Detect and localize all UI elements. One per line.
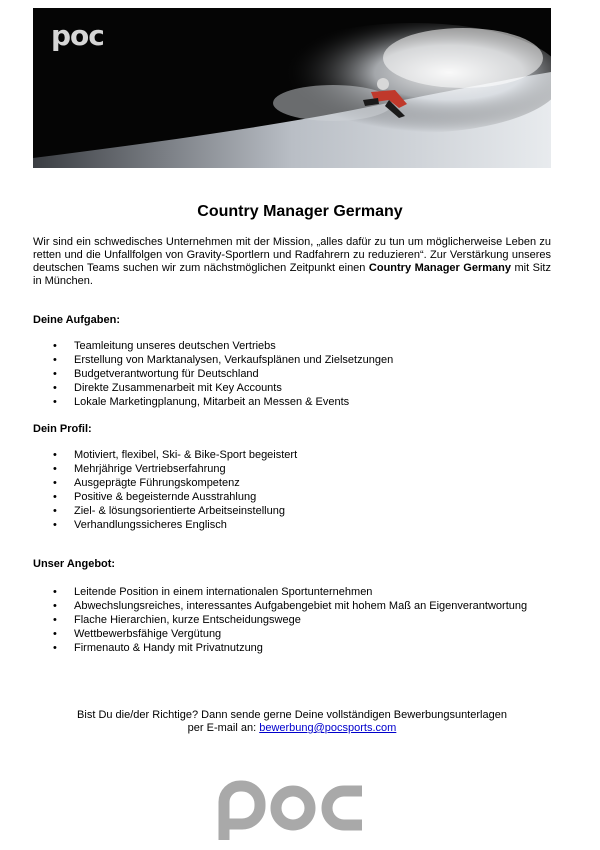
intro-location: mit Sitz in München. [33,262,551,287]
bullet-icon: • [53,368,57,380]
bullet-icon: • [53,600,57,612]
bullet-icon: • [53,396,57,408]
list-item: • Teamleitung unseres deutschen Vertriebs [53,340,276,352]
closing-line-1: Bist Du die/der Richtige? Dann sende gerne Deine vollständigen Bewerbungsunterlagen [77,709,507,721]
list-item: • Wettbewerbsfähige Vergütung [53,628,222,640]
email-link[interactable]: bewerbung@pocsports.com [259,722,397,734]
hero-image [33,8,551,168]
bullet-icon: • [53,642,57,654]
bullet-icon: • [53,586,57,598]
bullet-icon: • [53,628,57,640]
intro-text: Wir sind ein schwedisches Unternehmen mit der Mission, „alles dafür zu tun um möglicherweise Leben zu retten und die Unfallfolgen von Gravity-Sportlern und Radfahrern zu reduzieren“. Zur Verstärkung unseres deutschen Teams suchen wir zum nächstmöglichen Zeitpunkt einen [33,236,551,274]
heading-angebot: Unser Angebot: [33,558,116,570]
list-item: • Firmenauto & Handy mit Privatnutzung [53,642,263,654]
page-title: Country Manager Germany [197,203,403,220]
bullet-icon: • [53,491,57,503]
list-item: • Leitende Position in einem internationalen Sportunternehmen [53,586,373,598]
bullet-icon: • [53,340,57,352]
closing-paragraph [0,709,584,735]
bullet-icon: • [53,519,57,531]
bullet-icon: • [53,354,57,366]
list-profil [33,448,297,532]
list-aufgaben [33,339,393,409]
poc-logo-header: poc [51,19,104,52]
poc-logo-footer [214,776,374,840]
list-item: • Budgetverantwortung für Deutschland [53,368,259,380]
list-angebot [33,585,527,655]
intro-role: Country Manager Germany [368,262,511,274]
bullet-icon: • [53,614,57,626]
list-item: • Ziel- & lösungsorientierte Arbeitseinstellung [53,505,285,517]
list-item: • Verhandlungssicheres Englisch [53,519,227,531]
intro-paragraph [33,236,551,288]
bullet-icon: • [53,382,57,394]
bullet-icon: • [53,463,57,475]
list-item: • Direkte Zusammenarbeit mit Key Accounts [53,382,282,394]
heading-profil: Dein Profil: [33,423,92,435]
poc-logo-graphic [214,776,374,840]
bullet-icon: • [53,449,57,461]
list-item: • Erstellung von Marktanalysen, Verkaufsplänen und Zielsetzungen [53,354,394,366]
list-item: • Motiviert, flexibel, Ski- & Bike-Sport begeistert [53,449,298,461]
list-item: • Lokale Marketingplanung, Mitarbeit an Messen & Events [53,396,350,408]
list-item: • Abwechslungsreiches, interessantes Aufgabengebiet mit hohem Maß an Eigenverantwortung [53,600,528,612]
list-item: • Positive & begeisternde Ausstrahlung [53,491,257,503]
bullet-icon: • [53,505,57,517]
list-item: • Mehrjährige Vertriebserfahrung [53,463,226,475]
heading-aufgaben: Deine Aufgaben: [33,314,120,326]
bullet-icon: • [53,477,57,489]
list-item: • Flache Hierarchien, kurze Entscheidungswege [53,614,301,626]
hero-photo [33,8,551,168]
list-item: • Ausgeprägte Führungskompetenz [53,477,240,489]
closing-line-2: per E-mail an: bewerbung@pocsports.com [187,722,397,734]
